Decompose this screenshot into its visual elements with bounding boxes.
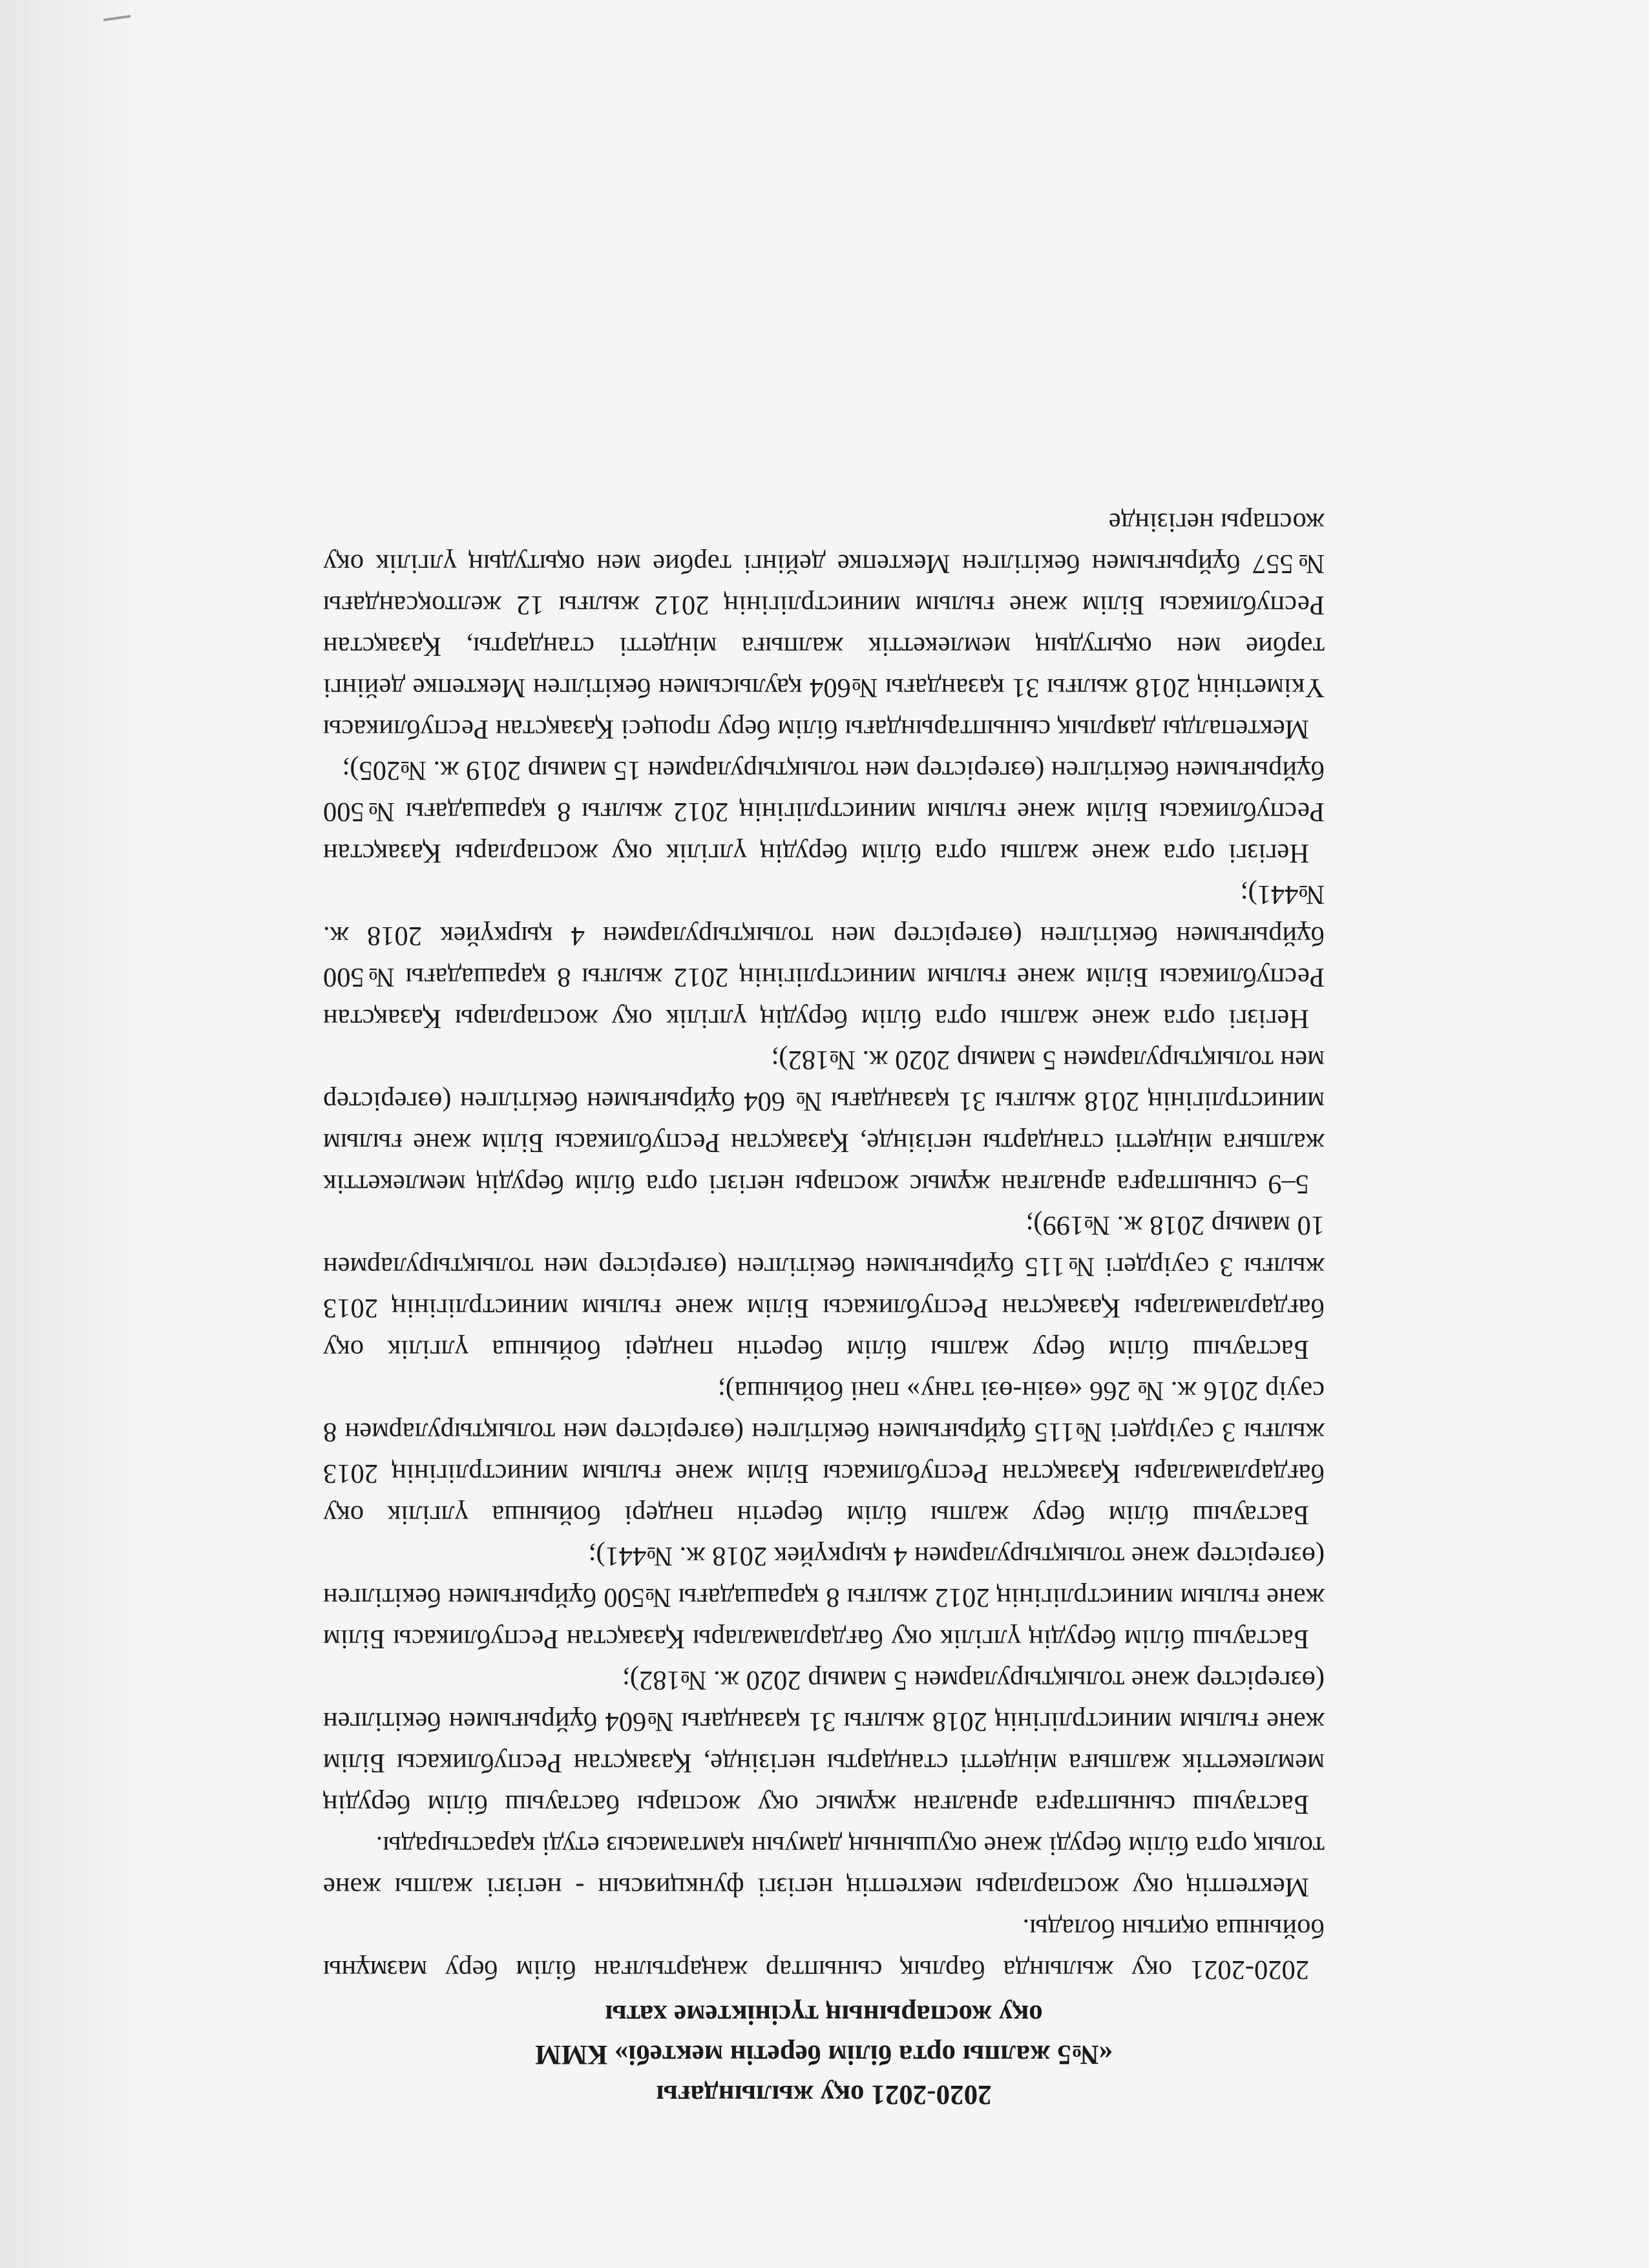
- paragraph-5: Бастауыш білім беру жалпы білім беретін пәндері бойынша үлгілік оқу бағдарламалары Қазақстан Республикасы Білім және ғылым министрлігінің 2013 жылғы 3 сәуірдегі №115 бұйрығымен бекітілген (өзгерістер мен толықтырулармен 8 сәуір 2016 ж. № 266 «өзін-өзі тану» пәні бойынша);: [323, 1376, 1325, 1530]
- paragraph-7: 5–9 сыныптарға арналған жұмыс жоспары негізгі орта білім берудің мемлекеттік жалпыға міндетті стандарты негізінде, Қазақстан Республикасы Білім және ғылым министрлігінің 2018 жылғы 31 қазандағы № 604 бұйрығымен бекітілген (өзгерістер мен толықтырулармен 5 мамыр 2020 ж. №182);: [323, 1045, 1325, 1199]
- paragraph-1: 2020-2021 оқу жылында барлық сыныптар жаңартылған білім беру мазмұны бойынша оқитын болады.: [323, 1913, 1325, 1985]
- paragraph-8: Негізгі орта және жалпы орта білім берудің үлгілік оқу жоспарлары Қазақстан Республикасы Білім және ғылым министрлігінің 2012 жылғы 8 қарашадағы №500 бұйрығымен бекітілген (өзгерістер мен толықтырулармен 4 қыркүйек 2018 ж. №441);: [323, 879, 1325, 1034]
- document-title: [323, 1994, 1325, 2114]
- paragraph-4: Бастауыш білім берудің үлгілік оқу бағдарламалары Қазақстан Республикасы Білім және ғылым министрлігінің 2012 жылғы 8 қарашадағы №500 бұйрығымен бекітілген (өзгерістер және толықтырулармен 4 қыркүйек 2018 ж. №441);: [323, 1541, 1325, 1654]
- title-line-3: оқу жоспарының түсініктеме хаты: [605, 1999, 1043, 2030]
- scanner-shadow: [0, 0, 142, 2268]
- title-line-2: «№5 жалпы орта білім беретін мектебі» КММ: [534, 2039, 1113, 2070]
- paragraph-9: Негізгі орта және жалпы орта білім берудің үлгілік оқу жоспарлары Қазақстан Республикасы Білім және ғылым министрлігінің 2012 жылғы 8 қарашадағы №500 бұйрығымен бекітілген (өзгерістер мен толықтырулармен 15 мамыр 2019 ж. №205);: [323, 755, 1325, 868]
- paragraph-10: Мектепалды даярлық сыныптарындағы білім беру процесі Қазақстан Республикасы Үкіметінің 2018 жылғы 31 қазандағы №604 қаулысымен бекітілген Мектепке дейінгі тәрбие мен оқытудың мемлекеттік жалпыға міндетті стандарты, Қазақстан Республикасы Білім және ғылым министрлігінің 2012 жылғы 12 желтоқсандағы №557 бұйрығымен бекітілген Мектепке дейінгі тәрбие мен оқытудың үлгілік оқу жоспары негізінде: [323, 507, 1325, 744]
- paragraph-3: Бастауыш сыныптарға арналған жұмыс оқу жоспары бастауыш білім берудің мемлекеттік жалпыға міндетті стандарты негізінде, Қазақстан Республикасы Білім және ғылым министрлігінің 2018 жылғы 31 қазандағы №604 бұйрығымен бекітілген (өзгерістер және толықтырулармен 5 мамыр 2020 ж. №182);: [323, 1665, 1325, 1820]
- title-line-1: 2020-2021 оқу жылындағы: [656, 2079, 992, 2110]
- paragraph-2: Мектептің оқу жоспарлары мектептің негізгі функциясын - негізгі жалпы және толық орта білім беруді және оқушының дамуын қамтамасыз етуді қарастырады.: [323, 1831, 1325, 1902]
- document-body: [323, 202, 1325, 2114]
- paragraph-6: Бастауыш білім беру жалпы білім беретін пәндері бойынша үлгілік оқу бағдарламалары Қазақстан Республикасы Білім және ғылым министрлігінің 2013 жылғы 3 сәуірдегі №115 бұйрығымен бекітілген (өзгерістер мен толықтырулармен 10 мамыр 2018 ж. №199);: [323, 1210, 1325, 1365]
